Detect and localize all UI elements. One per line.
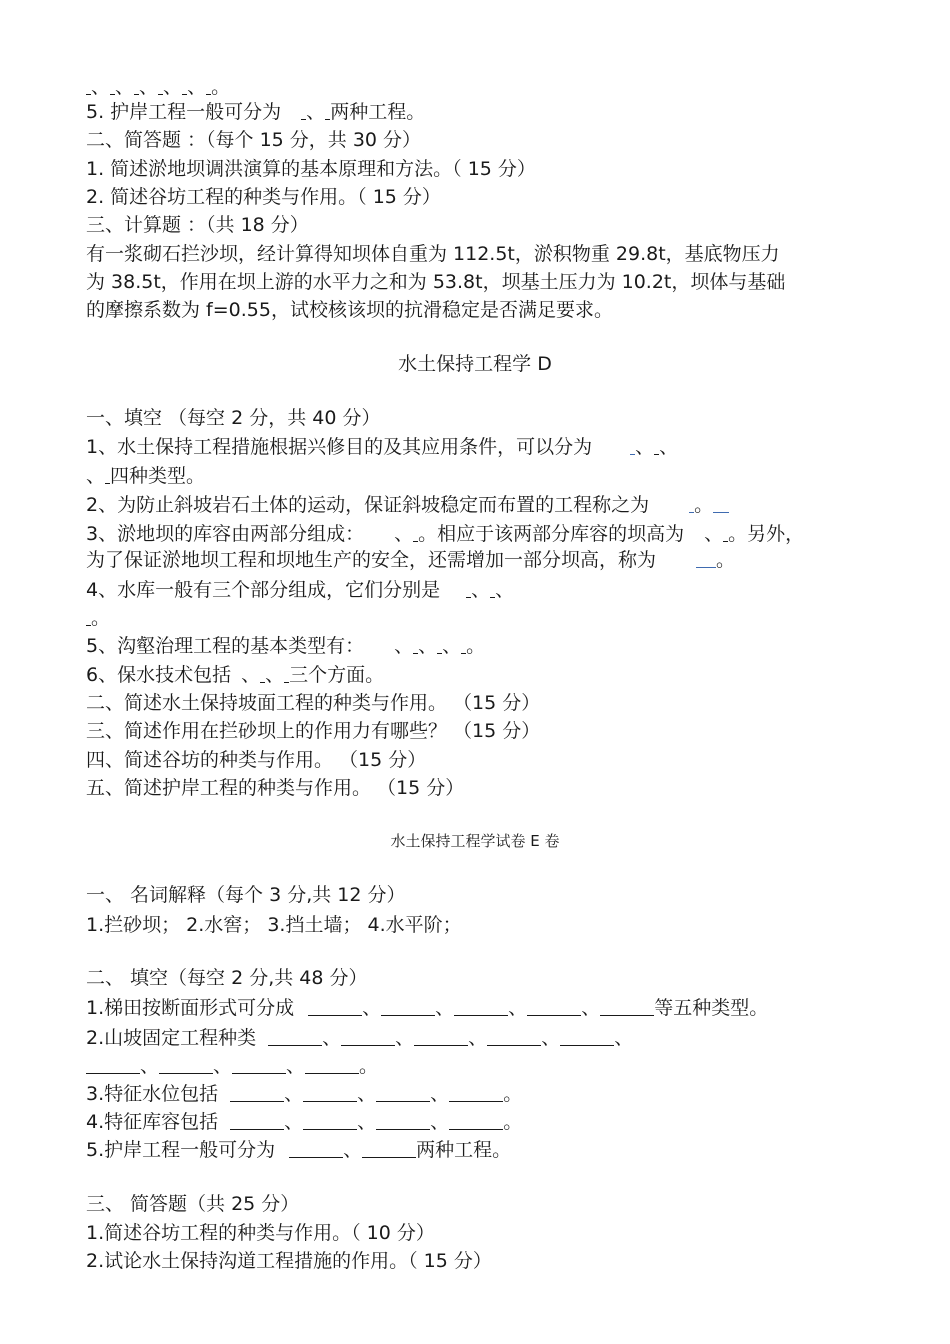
d-section-2: 二、简述水土保持坡面工程的种类与作用。 （15 分）: [86, 692, 541, 714]
exam-e-title: 水土保持工程学试卷 E 卷: [390, 832, 560, 850]
blank: [376, 1115, 430, 1130]
e-question-1: 1.梯田按断面形式可分成 、 、 、 、 等五种类型。: [86, 997, 769, 1019]
blank: [303, 1115, 357, 1130]
blank: [454, 1001, 508, 1016]
blank: [303, 1087, 357, 1102]
d-question-3b: 为了保证淤地坝工程和坝地生产的安全，还需增加一部分坝高，称为 。: [86, 549, 736, 571]
d-section-1-heading: 一、填空 （每空 2 分，共 40 分）: [86, 407, 381, 429]
blank: [362, 1143, 416, 1158]
e-terms: 1.拦砂坝； 2.水窖； 3.挡土墙； 4.水平阶；: [86, 914, 462, 936]
d-section-3: 三、简述作用在拦砂坝上的作用力有哪些？ （15 分）: [86, 720, 541, 742]
blank: [86, 1059, 140, 1074]
blank: [268, 1031, 322, 1046]
blank: [341, 1031, 395, 1046]
d-question-4-end: 。: [86, 609, 110, 628]
blank: [414, 1031, 468, 1046]
d-question-5: 5、沟壑治理工程的基本类型有： 、 、 、 。: [86, 635, 486, 657]
blank: [696, 553, 716, 568]
blank: [487, 1031, 541, 1046]
d-question-2: 2、为防止斜坡岩石土体的运动，保证斜坡稳定而布置的工程称之为 。: [86, 496, 729, 515]
blank: [232, 1059, 286, 1074]
top-section-2-heading: 二、简答题 ：（每个 15 分，共 30 分）: [86, 129, 422, 151]
blank: [449, 1115, 503, 1130]
top-question-5: 5. 护岸工程一般可分为 、 两种工程。: [86, 101, 426, 123]
d-question-3a: 3、淤地坝的库容由两部分组成： 、 。相应于该两部分库容的坝高为 、 。另外，: [86, 523, 805, 545]
e-question-3: 3.特征水位包括 、 、 、 。: [86, 1083, 523, 1105]
blank: [381, 1001, 435, 1016]
e-question-2: 2.山坡固定工程种类 、 、 、 、 、: [86, 1027, 634, 1049]
e-question-5: 5.护岸工程一般可分为 、 两种工程。: [86, 1139, 512, 1161]
blank: [305, 1059, 359, 1074]
blank: [600, 1001, 654, 1016]
top-short-answer-2: 2. 简述谷坊工程的种类与作用。（ 15 分）: [86, 186, 441, 208]
d-section-5: 五、简述护岸工程的种类与作用。 （15 分）: [86, 777, 465, 799]
blank: [560, 1031, 614, 1046]
blank: [527, 1001, 581, 1016]
e-answer-1: 1.简述谷坊工程的种类与作用。（ 10 分）: [86, 1222, 435, 1244]
e-section-3-heading: 三、 简答题（共 25 分）: [86, 1193, 300, 1215]
calc-line-3: 的摩擦系数为 f=0.55，试校核该坝的抗滑稳定是否满足要求。: [86, 299, 613, 321]
calc-line-1: 有一浆砌石拦沙坝，经计算得知坝体自重为 112.5t，淤积物重 29.8t，基底物压力: [86, 243, 780, 265]
top-short-answer-1: 1. 简述淤地坝调洪演算的基本原理和方法。（ 15 分）: [86, 158, 536, 180]
exam-d-title: 水土保持工程学 D: [398, 353, 552, 375]
e-section-1-heading: 一、 名词解释（每个 3 分,共 12 分）: [86, 884, 406, 906]
blank: [289, 1143, 343, 1158]
e-answer-2: 2.试论水土保持沟道工程措施的作用。（ 15 分）: [86, 1250, 492, 1272]
e-question-4: 4.特征库容包括 、 、 、 。: [86, 1111, 523, 1133]
d-question-1a: 1、水土保持工程措施根据兴修目的及其应用条件，可以分为 、 、: [86, 436, 679, 458]
d-section-4: 四、简述谷坊的种类与作用。 （15 分）: [86, 749, 427, 771]
blank: [230, 1115, 284, 1130]
d-question-1b: 、 四种类型。: [86, 465, 206, 487]
blank: [449, 1087, 503, 1102]
d-question-4: 4、水库一般有三个部分组成，它们分别是 、 、: [86, 579, 515, 601]
blank: [230, 1087, 284, 1102]
blank: [376, 1087, 430, 1102]
top-section-3-heading: 三、计算题 ：（共 18 分）: [86, 214, 309, 236]
calc-line-2: 为 38.5t，作用在坝上游的水平力之和为 53.8t，坝基土压力为 10.2t，坝体与基础: [86, 271, 786, 293]
blank: [308, 1001, 362, 1016]
e-section-2-heading: 二、 填空（每空 2 分,共 48 分）: [86, 967, 368, 989]
blank: [713, 498, 729, 513]
d-question-6: 6、保水技术包括 、 、 三个方面。: [86, 664, 385, 686]
blank: [159, 1059, 213, 1074]
e-question-2-cont: 、 、 、 。: [86, 1057, 378, 1076]
top-fragment-line: 、 、 、 、 、 。: [86, 78, 230, 97]
